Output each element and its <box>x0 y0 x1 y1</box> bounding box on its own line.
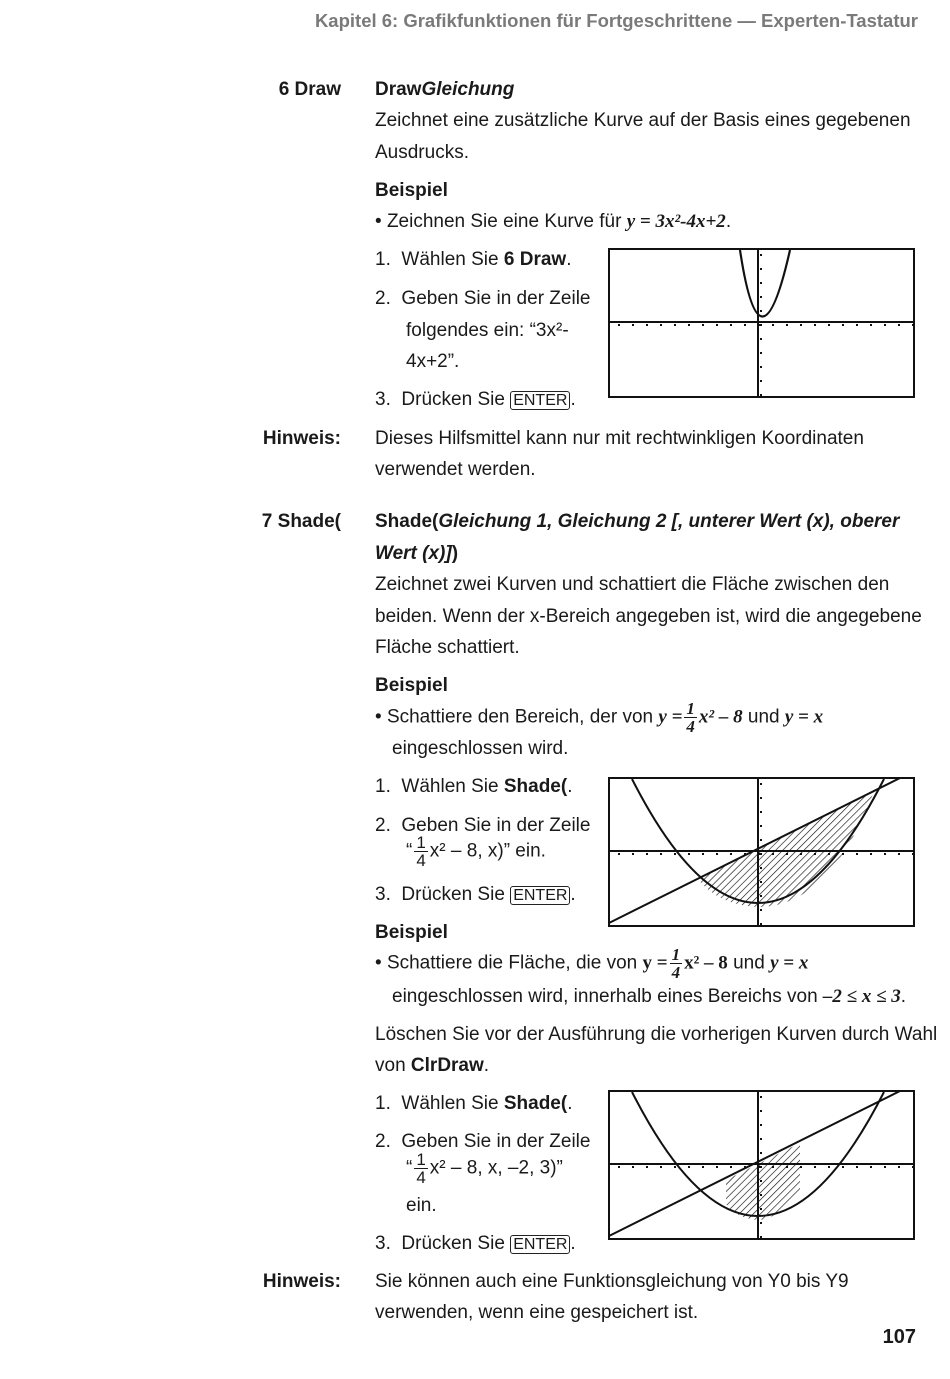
draw-graph-screen <box>608 248 915 398</box>
shade-ex1-bullet-2: eingeschlossen wird. <box>392 738 569 759</box>
axis-tick <box>842 324 844 326</box>
axis-tick <box>760 324 762 326</box>
axis-tick <box>842 853 844 855</box>
axis-tick <box>870 324 872 326</box>
axis-tick <box>716 324 718 326</box>
shade-syntax-2: Wert (x)]) <box>375 543 459 564</box>
axis-tick <box>760 909 762 911</box>
shade-ex2-bullet: • Schattiere die Fläche, die von y = $\frac{1}{4}$ x² – 8 und y = x <box>375 945 809 982</box>
axis-tick <box>646 1166 648 1168</box>
axis-tick <box>828 853 830 855</box>
axis-tick <box>760 1222 762 1224</box>
axis-tick <box>730 1166 732 1168</box>
axis-tick <box>660 853 662 855</box>
axis-tick <box>760 783 762 785</box>
axis-tick <box>760 338 762 340</box>
note2-label: Hinweis: <box>262 1271 341 1292</box>
shade-desc-1: Zeichnet zwei Kurven und schattiert die Fläche zwischen den <box>375 574 890 595</box>
axis-tick <box>800 853 802 855</box>
axis-tick <box>760 1236 762 1238</box>
axis-tick <box>760 310 762 312</box>
shade-ex2-step-1: 1. Wählen Sie Shade(. <box>375 1093 573 1114</box>
axis-tick <box>730 324 732 326</box>
axis-tick <box>618 1166 620 1168</box>
axis-tick <box>758 1166 760 1168</box>
axis-tick <box>618 853 620 855</box>
axis-tick <box>760 380 762 382</box>
axis-tick <box>800 324 802 326</box>
axis-tick <box>828 1166 830 1168</box>
note2-line-2: verwenden, wenn eine gespeichert ist. <box>375 1302 699 1323</box>
axis-tick <box>730 853 732 855</box>
draw-step-3: 3. Drücken Sie ENTER . <box>375 389 576 410</box>
axis-tick <box>760 394 762 396</box>
shade-graph-screen-1 <box>608 777 915 927</box>
note1-label: Hinweis: <box>262 428 341 449</box>
axis-tick <box>856 853 858 855</box>
axis-tick <box>760 282 762 284</box>
note1-line-1: Dieses Hilfsmittel kann nur mit rechtwinkligen Koordinaten <box>375 428 864 449</box>
enter-key: ENTER <box>510 1235 570 1254</box>
axis-tick <box>760 853 762 855</box>
axis-tick <box>760 895 762 897</box>
axis-tick <box>646 853 648 855</box>
axis-tick <box>884 1166 886 1168</box>
axis-tick <box>716 1166 718 1168</box>
draw-desc-2: Ausdrucks. <box>375 142 469 163</box>
shade-desc-2: beiden. Wenn der x-Bereich angegeben ist, wird die angegebene <box>375 606 922 627</box>
axis-tick <box>786 853 788 855</box>
axis-tick <box>702 324 704 326</box>
axis-tick <box>760 1110 762 1112</box>
axis-tick <box>760 1208 762 1210</box>
axis-tick <box>760 797 762 799</box>
shade-ex2-step-2: 2. Geben Sie in der Zeile <box>375 1131 591 1152</box>
axis-tick <box>760 867 762 869</box>
shade-ex2-step-3: 3. Drücken Sie ENTER . <box>375 1233 576 1254</box>
axis-tick <box>674 853 676 855</box>
axis-tick <box>912 324 914 326</box>
axis-tick <box>760 1138 762 1140</box>
draw-step-2-line3: 4x+2”. <box>406 351 460 372</box>
axis-tick <box>772 324 774 326</box>
shade-ex2-clear-1: Löschen Sie vor der Ausführung die vorherigen Kurven durch Wahl <box>375 1024 938 1045</box>
axis-tick <box>646 324 648 326</box>
axis-tick <box>618 324 620 326</box>
axis-tick <box>758 853 760 855</box>
page-number: 107 <box>882 1326 916 1348</box>
axis-tick <box>632 853 634 855</box>
axis-tick <box>814 1166 816 1168</box>
draw-step-2-line2: folgendes ein: “3x²- <box>406 320 569 341</box>
axis-tick <box>716 853 718 855</box>
axis-tick <box>760 825 762 827</box>
enter-key: ENTER <box>510 886 570 905</box>
axis-tick <box>702 853 704 855</box>
axis-tick <box>632 1166 634 1168</box>
axis-tick <box>702 1166 704 1168</box>
axis-tick <box>760 839 762 841</box>
axis-tick <box>814 324 816 326</box>
axis-tick <box>660 324 662 326</box>
axis-tick <box>828 324 830 326</box>
axis-tick <box>884 324 886 326</box>
shade-graph-screen-2 <box>608 1090 915 1240</box>
shade-label: 7 Shade( <box>261 511 341 532</box>
axis-tick <box>856 1166 858 1168</box>
shade-ex2-bullet-2: eingeschlossen wird, innerhalb eines Bereichs von –2 ≤ x ≤ 3. <box>392 986 907 1007</box>
shade-ex1-step-3: 3. Drücken Sie ENTER . <box>375 884 576 905</box>
axis-tick <box>674 324 676 326</box>
note1-line-2: verwendet werden. <box>375 459 536 480</box>
axis-tick <box>760 1096 762 1098</box>
axis-tick <box>660 1166 662 1168</box>
axis-tick <box>760 352 762 354</box>
axis-tick <box>632 324 634 326</box>
shade-syntax-1: Shade(Gleichung 1, Gleichung 2 [, unterer Wert (x), oberer <box>375 511 900 532</box>
axis-tick <box>760 296 762 298</box>
draw-desc-1: Zeichnet eine zusätzliche Kurve auf der Basis eines gegebenen <box>375 110 911 131</box>
draw-example-heading: Beispiel <box>375 180 448 201</box>
axis-tick <box>898 853 900 855</box>
axis-tick <box>772 1166 774 1168</box>
axis-tick <box>760 268 762 270</box>
axis-tick <box>884 853 886 855</box>
axis-tick <box>674 1166 676 1168</box>
axis-tick <box>912 853 914 855</box>
draw-label: 6 Draw <box>278 79 341 100</box>
axis-tick <box>688 1166 690 1168</box>
axis-tick <box>760 923 762 925</box>
axis-tick <box>760 1180 762 1182</box>
shade-desc-3: Fläche schattiert. <box>375 637 520 658</box>
draw-step-2: 2. Geben Sie in der Zeile <box>375 288 591 309</box>
shade-ex1-step-2: 2. Geben Sie in der Zeile <box>375 815 591 836</box>
shade-ex2-clear-2: von ClrDraw. <box>375 1055 490 1076</box>
axis-tick <box>760 254 762 256</box>
axis-tick <box>760 1194 762 1196</box>
shade-ex2-heading: Beispiel <box>375 922 448 943</box>
axis-tick <box>772 853 774 855</box>
axis-tick <box>856 324 858 326</box>
axis-tick <box>760 811 762 813</box>
axis-tick <box>744 324 746 326</box>
axis-tick <box>870 1166 872 1168</box>
axis-tick <box>898 1166 900 1168</box>
shade-ex1-bullet: • Schattiere den Bereich, der von y = $\frac{1}{4}$ x² – 8 und y = x <box>375 699 824 736</box>
axis-tick <box>814 853 816 855</box>
axis-tick <box>760 366 762 368</box>
axis-tick <box>800 1166 802 1168</box>
axis-tick <box>760 1166 762 1168</box>
axis-tick <box>688 324 690 326</box>
axis-tick <box>870 853 872 855</box>
shade-ex2-step-2-expr: “ $\frac{1}{4}$ x² – 8, x, –2, 3)” <box>406 1150 563 1187</box>
axis-tick <box>760 1152 762 1154</box>
note2-line-1: Sie können auch eine Funktionsgleichung von Y0 bis Y9 <box>375 1271 849 1292</box>
axis-tick <box>688 853 690 855</box>
axis-tick <box>912 1166 914 1168</box>
chapter-header: Kapitel 6: Grafikfunktionen für Fortgeschrittene — Experten-Tastatur <box>314 10 918 31</box>
axis-tick <box>786 1166 788 1168</box>
axis-tick <box>760 881 762 883</box>
axis-tick <box>758 324 760 326</box>
shade-ex1-heading: Beispiel <box>375 675 448 696</box>
axis-tick <box>786 324 788 326</box>
draw-syntax: DrawGleichung <box>375 79 515 100</box>
axis-tick <box>842 1166 844 1168</box>
draw-step-1: 1. Wählen Sie 6 Draw. <box>375 249 572 270</box>
draw-bullet: • Zeichnen Sie eine Kurve für y = 3x²-4x+2. <box>375 211 732 232</box>
shade-ex1-step-2-expr: “ $\frac{1}{4}$ x² – 8, x)” ein. <box>406 833 546 870</box>
enter-key: ENTER <box>510 391 570 410</box>
axis-tick <box>760 1124 762 1126</box>
shade-ex1-step-1: 1. Wählen Sie Shade(. <box>375 776 573 797</box>
axis-tick <box>898 324 900 326</box>
shade-ex2-step-2-line3: ein. <box>406 1195 437 1216</box>
